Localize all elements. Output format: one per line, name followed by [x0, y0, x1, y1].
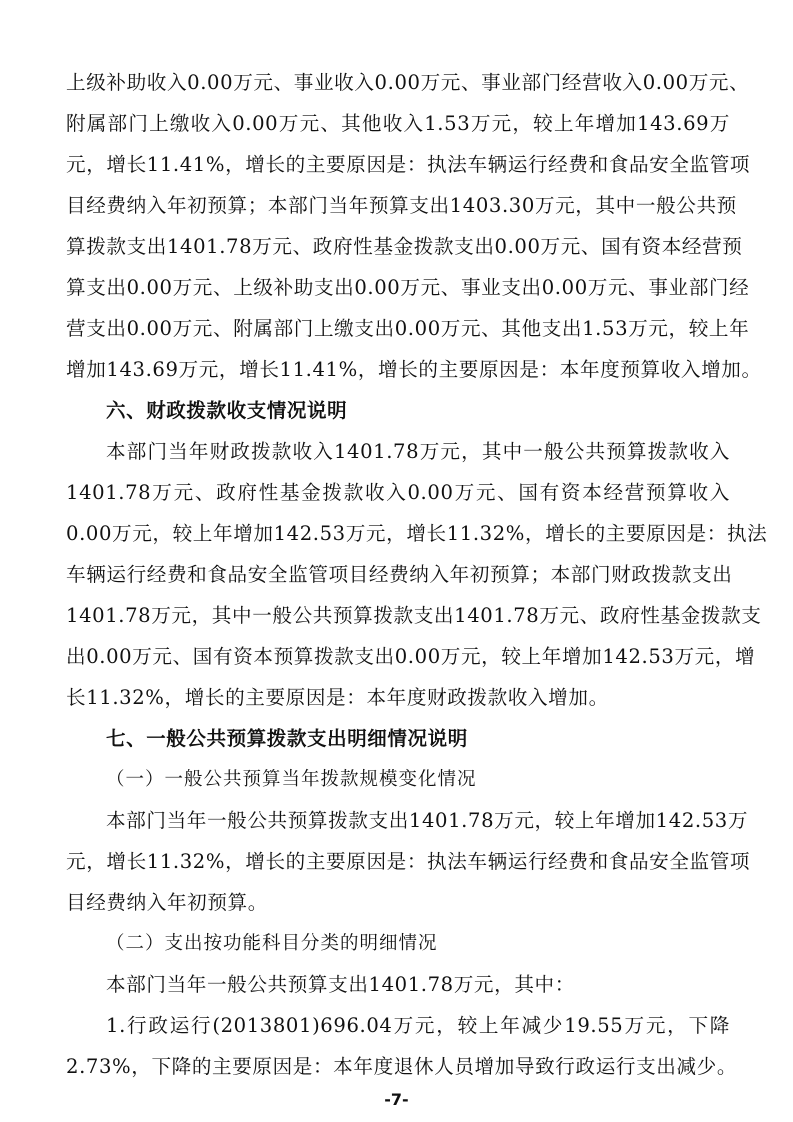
section-heading-6: 六、财政拨款收支情况说明 [106, 399, 348, 422]
text-line: 本部门当年财政拨款收入1401.78万元，其中一般公共预算拨款收入 [106, 440, 730, 463]
text-line: 元，增长11.41%，增长的主要原因是：执法车辆运行经费和食品安全监管项 [66, 153, 751, 176]
text-line: 1401.78万元、政府性基金拨款收入0.00万元、国有资本经营预算收入 [66, 481, 730, 504]
section-heading-7: 七、一般公共预算拨款支出明细情况说明 [106, 727, 468, 750]
text-line: 本部门当年一般公共预算支出1401.78万元，其中： [106, 973, 575, 996]
text-line: 元，增长11.32%，增长的主要原因是：执法车辆运行经费和食品安全监管项 [66, 850, 751, 873]
text-line: 1.行政运行(2013801)696.04万元，较上年减少19.55万元，下降 [106, 1014, 730, 1037]
text-line: 营支出0.00万元、附属部门上缴支出0.00万元、其他支出1.53万元，较上年 [66, 317, 750, 340]
text-line: 目经费纳入年初预算；本部门当年预算支出1403.30万元，其中一般公共预 [66, 194, 737, 217]
subsection-heading-2: （二）支出按功能科目分类的明细情况 [106, 933, 438, 954]
text-line: 出0.00万元、国有资本预算拨款支出0.00万元，较上年增加142.53万元，增 [66, 645, 756, 668]
text-line: 增加143.69万元，增长11.41%，增长的主要原因是：本年度预算收入增加。 [66, 358, 762, 381]
text-line: 算拨款支出1401.78万元、政府性基金拨款支出0.00万元、国有资本经营预 [66, 235, 743, 258]
text-line: 0.00万元，较上年增加142.53万元，增长11.32%，增长的主要原因是：执法 [66, 522, 768, 545]
text-line: 本部门当年一般公共预算拨款支出1401.78万元，较上年增加142.53万 [106, 809, 749, 832]
text-line: 目经费纳入年初预算。 [66, 891, 268, 914]
text-line: 算支出0.00万元、上级补助支出0.00万元、事业支出0.00万元、事业部门经 [66, 276, 750, 299]
text-line: 车辆运行经费和食品安全监管项目经费纳入年初预算；本部门财政拨款支出 [66, 563, 733, 586]
text-line: 附属部门上缴收入0.00万元、其他收入1.53万元，较上年增加143.69万 [66, 112, 730, 135]
page-number: -7- [384, 1090, 409, 1109]
text-line: 2.73%，下降的主要原因是：本年度退休人员增加导致行政运行支出减少。 [66, 1055, 738, 1078]
text-line: 长11.32%，增长的主要原因是：本年度财政拨款收入增加。 [66, 686, 609, 709]
subsection-heading-1: （一）一般公共预算当年拨款规模变化情况 [106, 769, 477, 790]
text-line: 上级补助收入0.00万元、事业收入0.00万元、事业部门经营收入0.00万元、 [66, 71, 750, 94]
text-line: 1401.78万元，其中一般公共预算拨款支出1401.78万元、政府性基金拨款支 [66, 604, 762, 627]
